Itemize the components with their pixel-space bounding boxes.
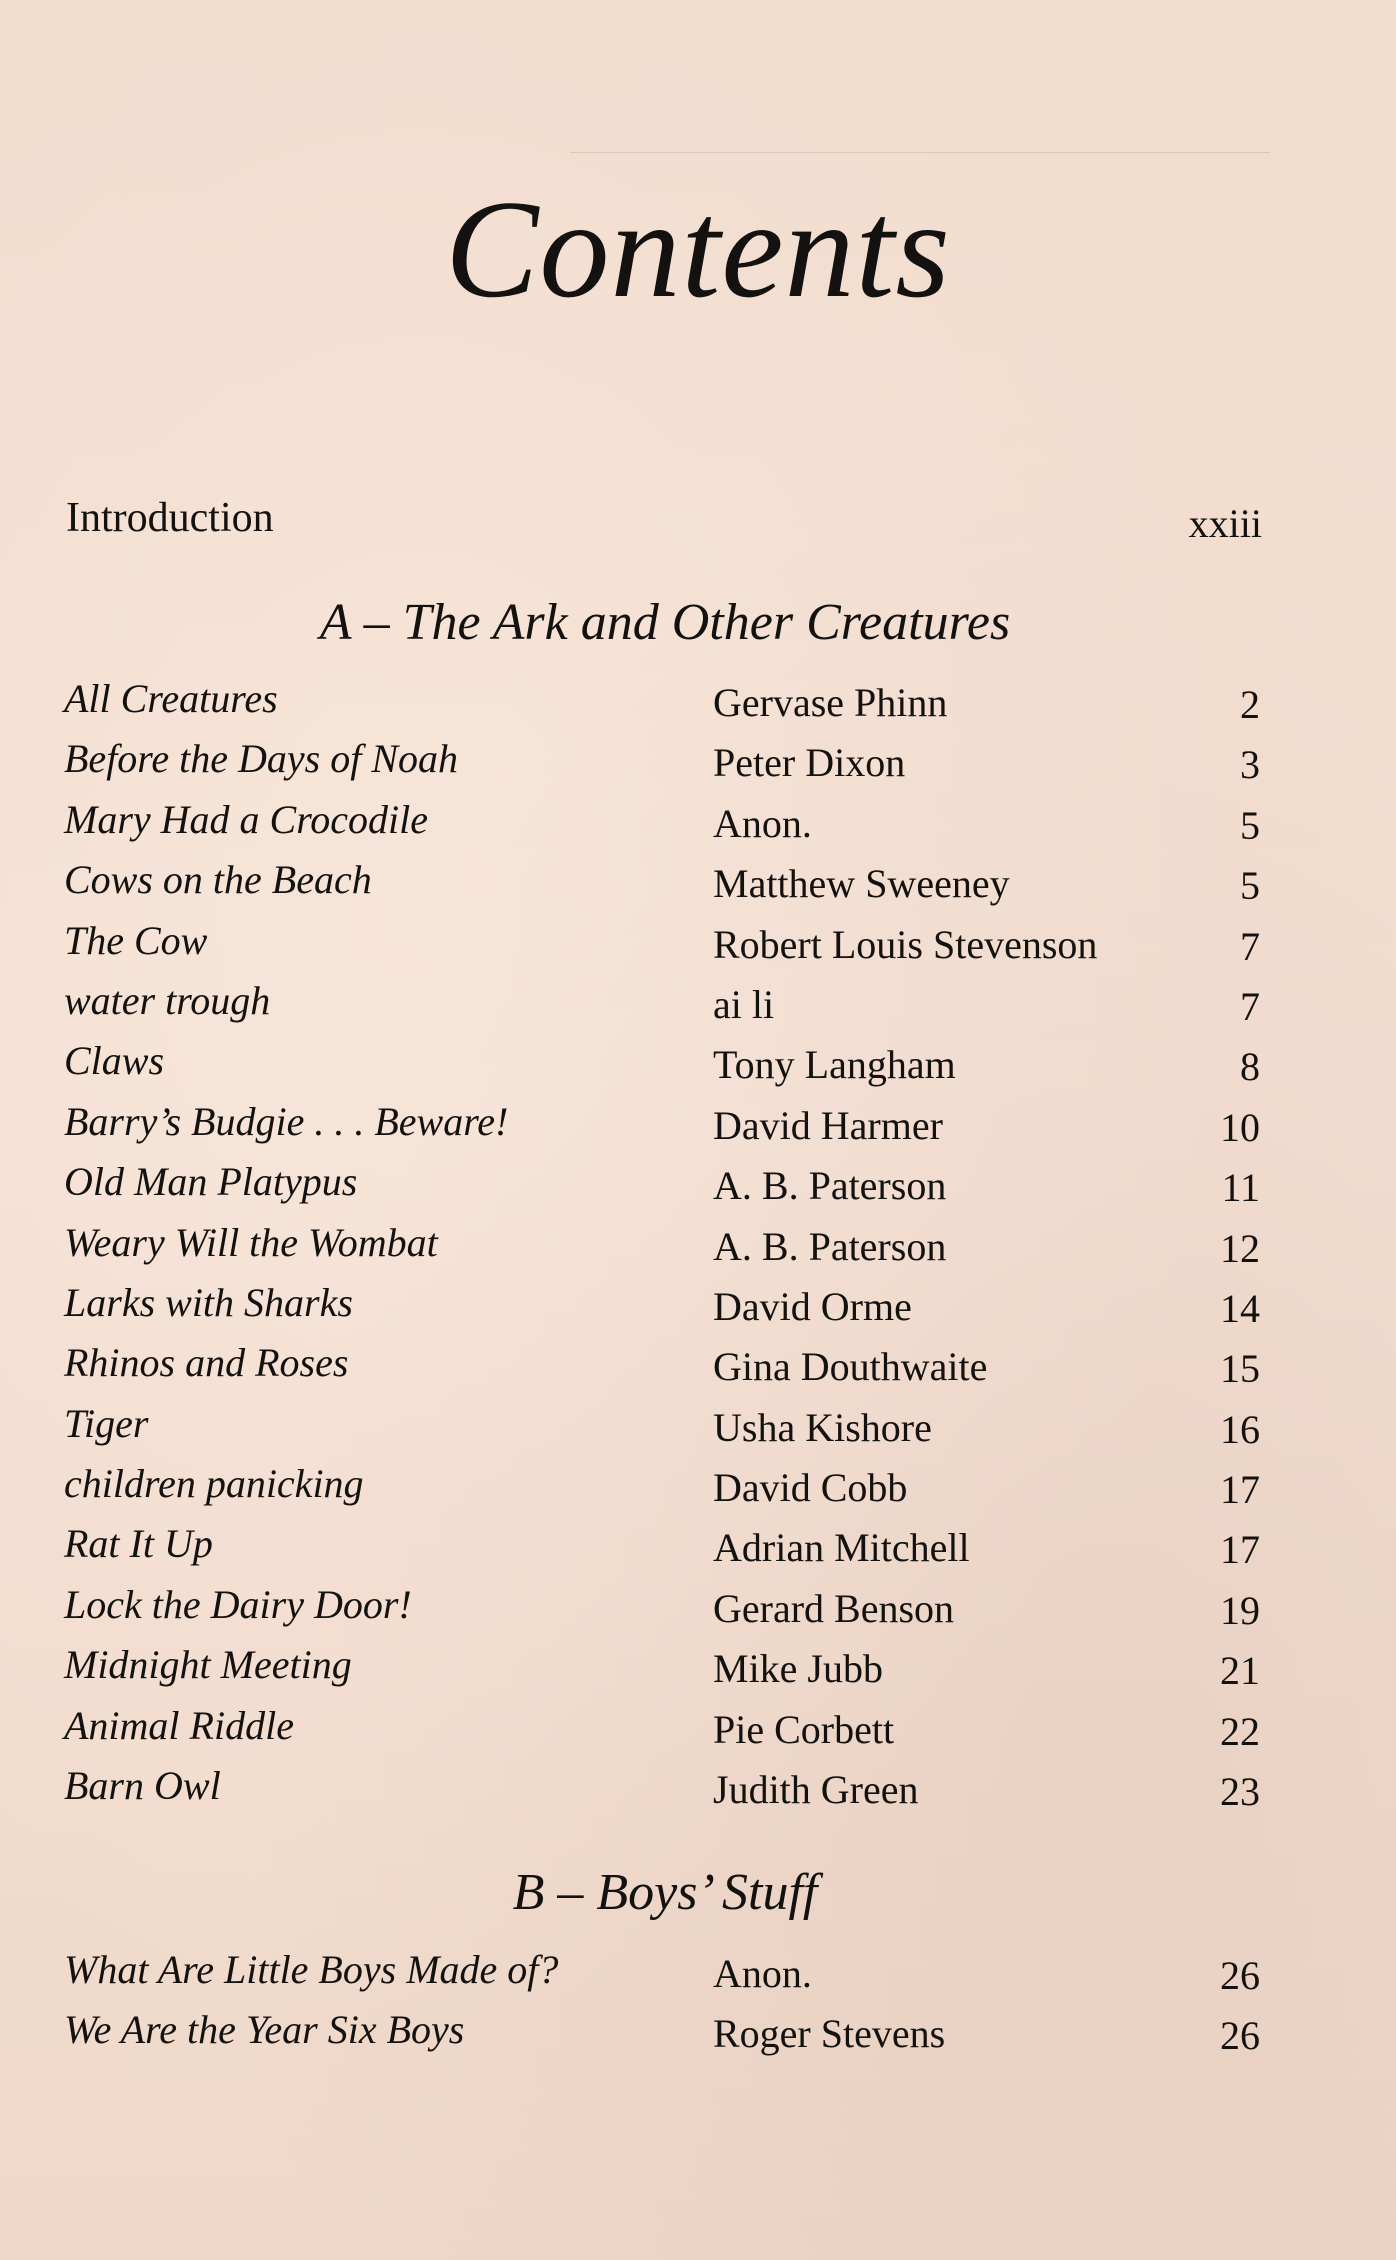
- page-number: 8: [1240, 1044, 1260, 1090]
- toc-entry: [0, 1458, 1396, 1518]
- poem-author: David Cobb: [713, 1465, 908, 1511]
- poem-title: Mary Had a Crocodile: [64, 796, 429, 842]
- introduction-page-number: xxiii: [1188, 501, 1262, 546]
- toc-entry: [0, 1518, 1396, 1578]
- poem-title: Rat It Up: [64, 1521, 213, 1567]
- poem-author: Anon.: [713, 1951, 812, 1996]
- page-number: 2: [1240, 682, 1260, 727]
- toc-entry: [0, 673, 1396, 733]
- poem-author: Gina Douthwaite: [713, 1344, 988, 1390]
- page-number: 21: [1220, 1648, 1260, 1694]
- poem-author: Roger Stevens: [713, 2011, 946, 2057]
- poem-title: Barn Owl: [64, 1763, 221, 1809]
- poem-author: Gervase Phinn: [713, 680, 948, 725]
- page-number: 14: [1220, 1285, 1260, 1331]
- section-b-entries: [0, 1944, 1396, 2065]
- toc-entry: [0, 1760, 1396, 1820]
- toc-entry: [0, 1944, 1396, 2004]
- toc-entry: [0, 1398, 1396, 1458]
- poem-title: Before the Days of Noah: [64, 736, 459, 782]
- poem-title: Animal Riddle: [64, 1702, 294, 1748]
- bleed-through-rule: [570, 152, 1270, 153]
- poem-title: Lock the Dairy Door!: [64, 1581, 412, 1627]
- toc-entry: [0, 1337, 1396, 1397]
- poem-author: Peter Dixon: [713, 740, 906, 786]
- toc-entry: [0, 2004, 1396, 2064]
- toc-entry: [0, 1700, 1396, 1760]
- poem-author: Judith Green: [713, 1767, 919, 1813]
- poem-title: Old Man Platypus: [64, 1159, 358, 1205]
- toc-entry: [0, 1217, 1396, 1277]
- section-a-entries: [0, 673, 1396, 1820]
- toc-entry: [0, 854, 1396, 914]
- poem-author: David Harmer: [713, 1102, 943, 1148]
- page-title: Contents: [445, 172, 951, 327]
- poem-title: Weary Will the Wombat: [64, 1219, 438, 1265]
- toc-entry: [0, 733, 1396, 793]
- page-number: 26: [1220, 1953, 1260, 1998]
- section-heading-a: A – The Ark and Other Creatures: [319, 594, 1011, 651]
- page-number: 7: [1240, 923, 1260, 969]
- poem-title: water trough: [64, 977, 271, 1023]
- poem-author: Anon.: [713, 800, 812, 846]
- page-number: 11: [1221, 1165, 1260, 1211]
- page-number: 17: [1220, 1467, 1260, 1513]
- poem-title: We Are the Year Six Boys: [64, 2007, 465, 2053]
- page-number: 22: [1220, 1708, 1260, 1754]
- poem-author: A. B. Paterson: [713, 1223, 947, 1269]
- poem-title: What Are Little Boys Made of?: [64, 1947, 559, 1992]
- introduction-label: Introduction: [66, 495, 274, 541]
- poem-title: Rhinos and Roses: [64, 1340, 349, 1386]
- poem-title: Claws: [64, 1038, 165, 1084]
- toc-entry: [0, 1639, 1396, 1699]
- poem-author: David Orme: [713, 1283, 912, 1329]
- page-number: 16: [1220, 1406, 1260, 1452]
- poem-title: Midnight Meeting: [64, 1642, 352, 1688]
- poem-author: Matthew Sweeney: [713, 861, 1010, 907]
- toc-entry: [0, 1156, 1396, 1216]
- poem-author: Mike Jubb: [713, 1646, 883, 1692]
- poem-author: Gerard Benson: [713, 1585, 955, 1631]
- page-number: 5: [1240, 863, 1260, 909]
- poem-title: children panicking: [64, 1461, 364, 1507]
- page-number: 19: [1220, 1587, 1260, 1633]
- toc-entry: [0, 794, 1396, 854]
- toc-entry: [0, 1035, 1396, 1095]
- page-number: 17: [1220, 1527, 1260, 1573]
- poem-author: Adrian Mitchell: [713, 1525, 970, 1571]
- page-number: 7: [1240, 983, 1260, 1029]
- page-number: 15: [1220, 1346, 1260, 1392]
- page-number: 12: [1220, 1225, 1260, 1271]
- page-number: 23: [1220, 1769, 1260, 1815]
- poem-author: Robert Louis Stevenson: [713, 921, 1098, 967]
- page-number: 3: [1240, 742, 1260, 788]
- toc-entry: [0, 1277, 1396, 1337]
- toc-entry: [0, 975, 1396, 1035]
- poem-title: All Creatures: [64, 676, 278, 721]
- poem-author: Pie Corbett: [713, 1706, 895, 1752]
- poem-title: The Cow: [64, 917, 208, 963]
- poem-author: A. B. Paterson: [713, 1163, 947, 1209]
- toc-entry: [0, 1579, 1396, 1639]
- section-heading-b: B – Boys’ Stuff: [512, 1864, 818, 1921]
- page-number: 5: [1240, 802, 1260, 848]
- poem-title: Cows on the Beach: [64, 857, 372, 903]
- page-number: 10: [1220, 1104, 1260, 1150]
- toc-entry: [0, 1096, 1396, 1156]
- poem-title: Tiger: [64, 1400, 149, 1446]
- poem-author: Usha Kishore: [713, 1404, 932, 1450]
- poem-author: Tony Langham: [713, 1042, 956, 1088]
- poem-author: ai li: [713, 981, 775, 1027]
- toc-entry: [0, 915, 1396, 975]
- poem-title: Larks with Sharks: [64, 1279, 353, 1325]
- poem-title: Barry’s Budgie . . . Beware!: [64, 1098, 509, 1144]
- page-number: 26: [1220, 2013, 1260, 2059]
